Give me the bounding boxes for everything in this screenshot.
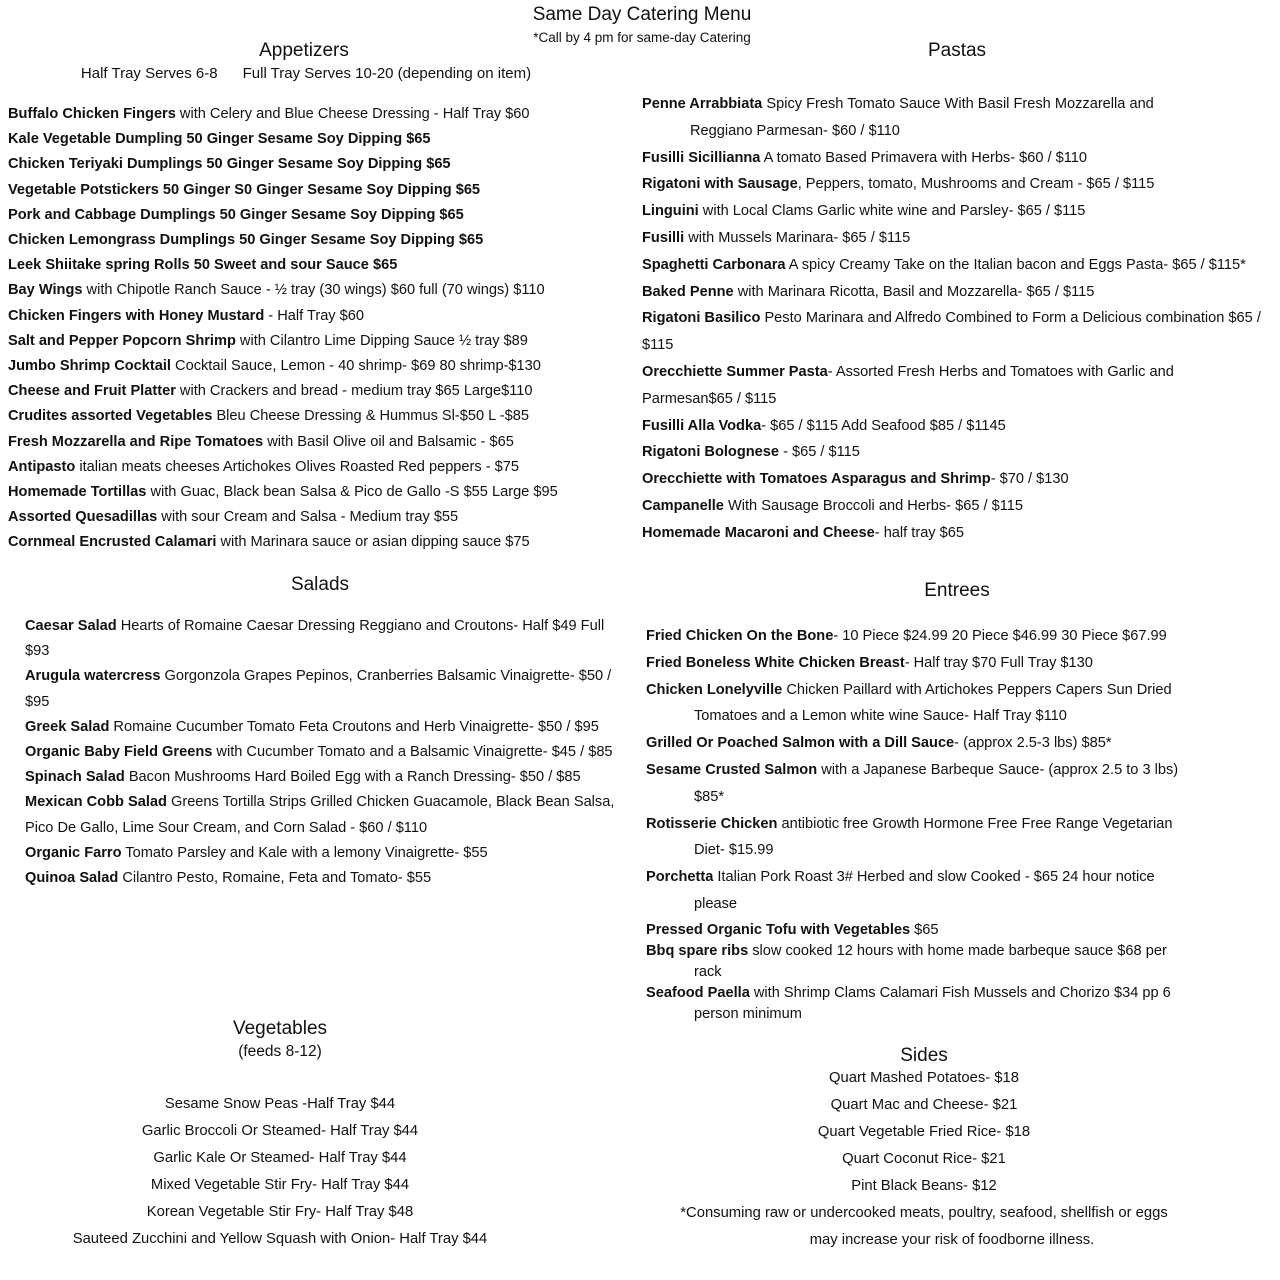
menu-item: [642, 305, 1268, 359]
menu-item: [8, 455, 608, 480]
menu-item-name: Organic Farro: [25, 844, 122, 861]
menu-item-description: $65: [910, 921, 939, 938]
menu-item-name: Rigatoni Basilico: [642, 310, 761, 327]
menu-item: [8, 329, 608, 354]
menu-title: Same Day Catering Menu: [532, 4, 752, 25]
menu-item-description: with Guac, Black bean Salsa & Pico de Gallo -S $55 Large $95: [146, 484, 558, 501]
menu-item-name: Crudites assorted Vegetables: [8, 408, 213, 425]
vegetable-item: Garlic Kale Or Steamed- Half Tray $44: [153, 1150, 407, 1166]
menu-item: [642, 520, 1268, 547]
menu-item-name: Orecchiette Summer Pasta: [642, 363, 828, 380]
vegetable-item: Garlic Broccoli Or Steamed- Half Tray $44: [141, 1123, 419, 1139]
menu-item-name: Spaghetti Carbonara: [642, 256, 786, 273]
menu-item: [8, 404, 608, 429]
appetizers-serving-note: Half Tray Serves 6-8 Full Tray Serves 10-20 (depending on item): [80, 65, 532, 82]
menu-item-description: A spicy Creamy Take on the Italian bacon and Eggs Pasta- $65 / $115*: [785, 256, 1246, 273]
vegetable-item: Mixed Vegetable Stir Fry- Half Tray $44: [150, 1177, 410, 1193]
menu-item: [25, 841, 615, 866]
menu-item-name: Jumbo Shrimp Cocktail: [8, 358, 171, 375]
menu-item-name: Caesar Salad: [25, 618, 117, 634]
menu-item-description: Pesto Marinara and Alfredo Combined to Form a Delicious combination $65 / $115: [642, 310, 1261, 354]
menu-item-name: Pork and Cabbage Dumplings 50 Ginger Sesame Soy Dipping $65: [8, 206, 464, 223]
menu-item-description: , Peppers, tomato, Mushrooms and Cream - $65 / $115: [797, 176, 1155, 193]
menu-item-description: Hearts of Romaine Caesar Dressing Reggiano and Croutons- Half $49 Full $93: [25, 618, 605, 660]
vegetables-heading: Vegetables: [232, 1018, 328, 1039]
sides-list: [604, 1065, 1244, 1200]
menu-item-description: - $65 / $115: [779, 444, 860, 461]
menu-item: [646, 730, 1266, 757]
menu-item: [25, 614, 615, 664]
salads-heading: Salads: [290, 574, 350, 595]
menu-item: [646, 811, 1266, 865]
foodborne-warning-line1: *Consuming raw or undercooked meats, poultry, seafood, shellfish or eggs: [680, 1205, 1168, 1221]
menu-item: [8, 530, 608, 555]
menu-item-description: with Cucumber Tomato and a Balsamic Vinaigrette- $45 / $85: [212, 744, 613, 761]
menu-item: [25, 765, 615, 790]
menu-item: [646, 983, 1266, 1025]
entrees-list: [646, 623, 1266, 1025]
menu-item: [642, 279, 1268, 306]
menu-item-name: Chicken Fingers with Honey Mustard: [8, 307, 265, 324]
vegetable-item: Sesame Snow Peas -Half Tray $44: [164, 1096, 396, 1112]
menu-item-description: with Mussels Marinara- $65 / $115: [684, 229, 911, 246]
menu-item-name: Linguini: [642, 203, 699, 220]
menu-item-name: Chicken Teriyaki Dumplings 50 Ginger Sesame Soy Dipping $65: [8, 156, 451, 173]
menu-item-name: Fusilli: [642, 229, 685, 246]
menu-item-name: Antipasto: [8, 458, 76, 475]
menu-item: [8, 127, 608, 152]
side-item: Quart Coconut Rice- $21: [842, 1151, 1006, 1167]
menu-item: [646, 677, 1266, 731]
menu-item-description: with Local Clams Garlic white wine and Parsley- $65 / $115: [698, 203, 1086, 220]
side-item: Quart Vegetable Fried Rice- $18: [817, 1124, 1031, 1140]
menu-item-description: Spicy Fresh Tomato Sauce With Basil Fresh Mozzarella and: [762, 96, 1154, 112]
menu-item-description: with Celery and Blue Cheese Dressing - Half Tray $60: [175, 106, 530, 122]
side-item: Quart Mashed Potatoes- $18: [828, 1070, 1019, 1086]
vegetables-subheading: (feeds 8-12): [238, 1043, 322, 1060]
menu-item-description: with Marinara sauce or asian dipping sauce $75: [216, 534, 530, 551]
menu-item-name: Penne Arrabbiata: [642, 96, 763, 112]
menu-item: [8, 203, 608, 228]
menu-item-description: Cilantro Pesto, Romaine, Feta and Tomato- $55: [118, 870, 432, 887]
menu-item: [8, 178, 608, 203]
menu-item-name: Fresh Mozzarella and Ripe Tomatoes: [8, 433, 264, 450]
menu-item-continuation: please: [694, 895, 738, 912]
menu-item-continuation: Reggiano Parmesan- $60 / $110: [690, 122, 900, 139]
menu-item-name: Rotisserie Chicken: [646, 815, 778, 832]
menu-item-description: with Chipotle Ranch Sauce - ½ tray (30 wings) $60 full (70 wings) $110: [82, 282, 545, 299]
menu-item: [642, 493, 1268, 520]
menu-item: [646, 864, 1266, 918]
menu-item: [642, 198, 1268, 225]
side-item: Quart Mac and Cheese- $21: [830, 1097, 1018, 1113]
menu-item: [8, 152, 608, 177]
menu-item-continuation: rack: [694, 963, 722, 980]
menu-item-name: Leek Shiitake spring Rolls 50 Sweet and sour Sauce $65: [8, 257, 398, 274]
menu-item-description: - 10 Piece $24.99 20 Piece $46.99 30 Piece $67.99: [833, 628, 1167, 644]
menu-item-description: with Crackers and bread - medium tray $65 Large$110: [175, 383, 533, 400]
menu-item-name: Buffalo Chicken Fingers: [8, 106, 176, 122]
menu-item: [646, 757, 1266, 811]
menu-item-name: Assorted Quesadillas: [8, 509, 158, 526]
vegetable-item: Sauteed Zucchini and Yellow Squash with Onion- Half Tray $44: [72, 1231, 488, 1247]
menu-item: [8, 379, 608, 404]
menu-item: [8, 102, 608, 127]
menu-item-name: Cornmeal Encrusted Calamari: [8, 534, 217, 551]
menu-item-name: Arugula watercress: [25, 668, 161, 685]
menu-item: [8, 354, 608, 379]
menu-item: [25, 866, 615, 891]
menu-item-description: Italian Pork Roast 3# Herbed and slow Cooked - $65 24 hour notice: [713, 869, 1155, 886]
menu-item: [8, 430, 608, 455]
menu-item: [642, 91, 1268, 145]
menu-item-name: Seafood Paella: [646, 984, 750, 1001]
menu-item-description: with Cilantro Lime Dipping Sauce ½ tray $89: [235, 332, 528, 349]
menu-item-name: Fried Chicken On the Bone: [646, 628, 834, 644]
menu-item-name: Sesame Crusted Salmon: [646, 761, 818, 778]
menu-item-name: Organic Baby Field Greens: [25, 744, 213, 761]
menu-item-description: with sour Cream and Salsa - Medium tray $55: [157, 509, 459, 526]
menu-item-description: - $65 / $115 Add Seafood $85 / $1145: [761, 417, 1006, 434]
menu-item-description: with Shrimp Clams Calamari Fish Mussels and Chorizo $34 pp 6: [749, 984, 1171, 1001]
menu-item-description: - Half tray $70 Full Tray $130: [904, 654, 1093, 671]
menu-item: [642, 252, 1268, 279]
menu-item-name: Kale Vegetable Dumpling 50 Ginger Sesame Soy Dipping $65: [8, 131, 431, 148]
menu-item-name: Baked Penne: [642, 283, 734, 300]
menu-item: [8, 253, 608, 278]
menu-item: [8, 228, 608, 253]
menu-item-name: Rigatoni with Sausage: [642, 176, 798, 193]
menu-item-description: with Basil Olive oil and Balsamic - $65: [263, 433, 514, 450]
vegetables-list: [0, 1091, 560, 1253]
menu-item-description: slow cooked 12 hours with home made barbeque sauce $68 per: [748, 942, 1167, 959]
menu-item-name: Rigatoni Bolognese: [642, 444, 780, 461]
menu-item-name: Greek Salad: [25, 718, 110, 735]
menu-item-name: Quinoa Salad: [25, 870, 119, 887]
menu-item-description: Romaine Cucumber Tomato Feta Croutons and Herb Vinaigrette- $50 / $95: [109, 718, 599, 735]
menu-item: [646, 650, 1266, 677]
pastas-heading: Pastas: [927, 40, 987, 61]
menu-item-name: Pressed Organic Tofu with Vegetables: [646, 921, 911, 938]
menu-item-description: Gorgonzola Grapes Pepinos, Cranberries Balsamic Vinaigrette- $50 / $95: [25, 668, 612, 710]
menu-item: [25, 664, 615, 714]
menu-item: [25, 740, 615, 765]
menu-item-name: Homemade Tortillas: [8, 484, 147, 501]
menu-item: [646, 920, 1266, 941]
menu-item-name: Bay Wings: [8, 282, 83, 299]
menu-item: [8, 304, 608, 329]
menu-item: [642, 439, 1268, 466]
menu-item: [642, 225, 1268, 252]
menu-item-name: Chicken Lonelyville: [646, 681, 783, 698]
menu-item-name: Fusilli Sicillianna: [642, 149, 761, 166]
menu-item-name: Spinach Salad: [25, 769, 125, 786]
menu-item-description: with Marinara Ricotta, Basil and Mozzarella- $65 / $115: [733, 283, 1095, 300]
menu-item-name: Salt and Pepper Popcorn Shrimp: [8, 332, 236, 349]
menu-item: [8, 278, 608, 303]
pastas-list: [642, 91, 1268, 547]
menu-item: [646, 941, 1266, 983]
sides-heading: Sides: [900, 1045, 948, 1066]
menu-item-name: Orecchiette with Tomatoes Asparagus and Shrimp: [642, 471, 991, 488]
menu-item: [642, 145, 1268, 172]
menu-item: [642, 359, 1268, 413]
menu-item-name: Fried Boneless White Chicken Breast: [646, 654, 905, 671]
menu-item-description: italian meats cheeses Artichokes Olives Roasted Red peppers - $75: [75, 458, 520, 475]
foodborne-warning-line2: may increase your risk of foodborne illness.: [809, 1232, 1095, 1248]
menu-item-description: With Sausage Broccoli and Herbs- $65 / $115: [723, 497, 1023, 514]
menu-item-continuation: $85*: [694, 788, 725, 805]
menu-item-description: with a Japanese Barbeque Sauce- (approx 2.5 to 3 lbs): [817, 761, 1179, 778]
salads-list: [25, 614, 615, 891]
menu-item-description: - Half Tray $60: [264, 307, 365, 324]
menu-item-name: Mexican Cobb Salad: [25, 794, 167, 811]
vegetable-item: Korean Vegetable Stir Fry- Half Tray $48: [146, 1204, 414, 1220]
menu-item-name: Fusilli Alla Vodka: [642, 417, 762, 434]
menu-item: [8, 480, 608, 505]
menu-item-description: - Assorted Fresh Herbs and Tomatoes with Garlic and Parmesan$65 / $115: [642, 363, 1174, 407]
menu-item-description: Bacon Mushrooms Hard Boiled Egg with a Ranch Dressing- $50 / $85: [124, 769, 581, 786]
menu-item-description: Chicken Paillard with Artichokes Peppers Capers Sun Dried: [782, 681, 1172, 698]
menu-item-name: Bbq spare ribs: [646, 942, 749, 959]
menu-item-name: Chicken Lemongrass Dumplings 50 Ginger Sesame Soy Dipping $65: [8, 232, 484, 249]
entrees-heading: Entrees: [924, 580, 990, 601]
menu-item-name: Homemade Macaroni and Cheese: [642, 524, 875, 541]
menu-item-description: antibiotic free Growth Hormone Free Free Range Vegetarian: [777, 815, 1173, 832]
menu-item-continuation: Diet- $15.99: [694, 842, 774, 859]
menu-item-description: Greens Tortilla Strips Grilled Chicken Guacamole, Black Bean Salsa, Pico De Gallo, Lime Sour Cream, and Corn Salad - $60 / $110: [25, 794, 615, 836]
appetizers-list: [8, 102, 608, 556]
menu-item-description: - (approx 2.5-3 lbs) $85*: [954, 735, 1112, 752]
menu-item: [25, 715, 615, 740]
menu-item: [642, 413, 1268, 440]
menu-item-continuation: Tomatoes and a Lemon white wine Sauce- Half Tray $110: [694, 708, 1067, 725]
menu-item-description: Tomato Parsley and Kale with a lemony Vinaigrette- $55: [121, 844, 488, 861]
menu-item-name: Cheese and Fruit Platter: [8, 383, 176, 400]
menu-item: [646, 623, 1266, 650]
menu-item-name: Vegetable Potstickers 50 Ginger S0 Ginger Sesame Soy Dipping $65: [8, 181, 481, 198]
menu-item-description: Bleu Cheese Dressing & Hummus Sl-$50 L -$85: [212, 408, 530, 425]
menu-item-description: - half tray $65: [874, 524, 965, 541]
menu-item: [642, 171, 1268, 198]
menu-item-name: Grilled Or Poached Salmon with a Dill Sauce: [646, 735, 955, 752]
menu-item-description: Cocktail Sauce, Lemon - 40 shrimp- $69 80 shrimp-$130: [171, 358, 541, 375]
menu-item: [642, 466, 1268, 493]
menu-item-name: Porchetta: [646, 869, 714, 886]
menu-item-description: - $70 / $130: [990, 471, 1069, 488]
menu-item: [25, 790, 615, 840]
call-note: *Call by 4 pm for same-day Catering: [533, 30, 751, 45]
menu-item: [8, 505, 608, 530]
menu-item-name: Campanelle: [642, 497, 724, 514]
side-item: Pint Black Beans- $12: [851, 1178, 997, 1194]
appetizers-heading: Appetizers: [259, 40, 349, 61]
menu-item-continuation: person minimum: [694, 1005, 802, 1022]
menu-item-description: A tomato Based Primavera with Herbs- $60 / $110: [760, 149, 1088, 166]
